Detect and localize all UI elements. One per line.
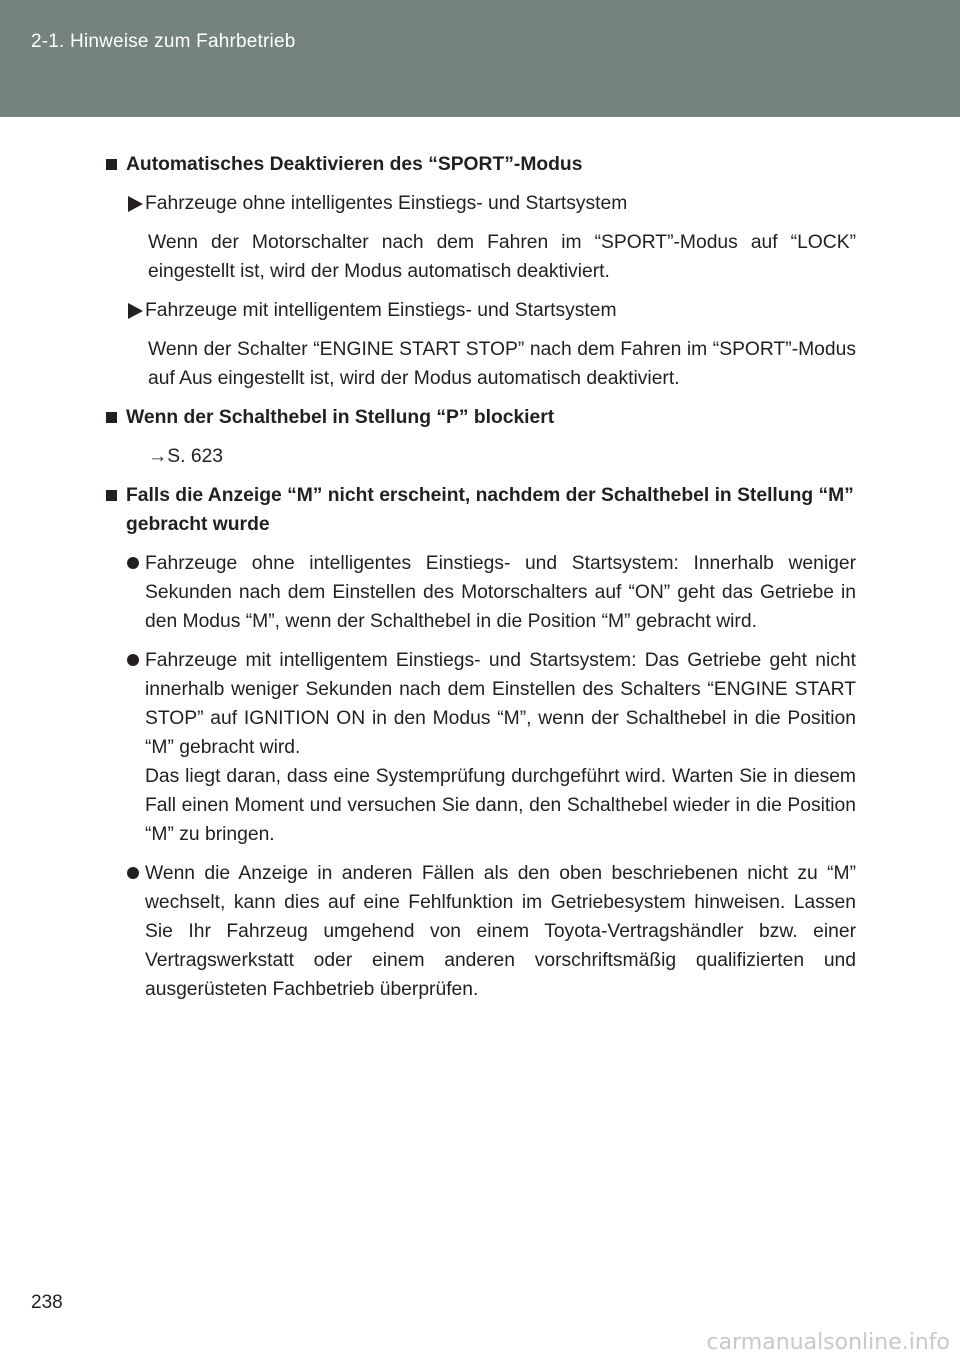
page-number: 238 [31,1292,63,1313]
list-item-text: Das liegt daran, dass eine Systemprüfung durchgeführt wird. Warten Sie in diesem Fall einen Moment und versuchen Sie dann, den Schalthebel wieder in die Position “M” zu bringen. [145,766,856,845]
square-bullet-icon [106,490,117,501]
list-item-text: Fahrzeuge ohne intelligentes Einstiegs- und Startsystem: Innerhalb weniger Sekunden nach dem Einstellen des Motorschalters auf “ON” geht das Getriebe in den Modus “M”, wenn der Schalthebel in die Position “M” gebracht wird. [145,553,856,632]
section-title: 2-1. Hinweise zum Fahrbetrieb [31,31,296,52]
page-reference-text[interactable]: S. 623 [167,446,224,467]
subcase-with-smart-key [126,296,856,325]
subcase-text: Wenn der Schalter “ENGINE START STOP” nach dem Fahren im “SPORT”-Modus auf Aus eingestellt ist, wird der Modus automatisch deaktiviert. [148,339,856,389]
subcase-text: Wenn der Motorschalter nach dem Fahren im “SPORT”-Modus auf “LOCK” eingestellt ist, wird der Modus automatisch deaktiviert. [148,232,856,282]
heading-auto-deactivate [104,150,856,179]
list-item-text: Fahrzeuge mit intelligentem Einstiegs- und Startsystem: Das Getriebe geht nicht innerhalb weniger Sekunden nach dem Einstellen des Schalters “ENGINE START STOP” auf IGNITION ON in den Modus “M”, wenn der Schalthebel in die Position “M” gebracht wird. [145,650,856,758]
heading-text: Wenn der Schalthebel in Stellung “P” blockiert [126,407,555,428]
square-bullet-icon [106,159,117,170]
round-bullet-icon [127,654,139,666]
list-item [126,549,856,636]
heading-text: Automatisches Deaktivieren des “SPORT”-Modus [126,154,583,175]
heading-lever-locked [104,403,856,432]
triangle-pointer-icon [128,303,143,319]
subcase-label: Fahrzeuge ohne intelligentes Einstiegs- und Startsystem [145,193,628,214]
round-bullet-icon [127,557,139,569]
watermark: carmanualsonline.info [706,1330,950,1355]
heading-text: Falls die Anzeige “M” nicht erscheint, nachdem der Schalthebel in Stellung “M” gebracht wurde [126,485,854,535]
header-band [0,0,960,117]
subcase-label: Fahrzeuge mit intelligentem Einstiegs- und Startsystem [145,300,617,321]
list-item-text: Wenn die Anzeige in anderen Fällen als den oben beschriebenen nicht zu “M” wechselt, kann dies auf eine Fehlfunktion im Getriebesystem hinweisen. Lassen Sie Ihr Fahrzeug umgehend von einem Toyota-Vertragshändler bzw. einer Vertragswerkstatt oder einem anderen vorschriftsmäßig qualifizierten und ausgerüsteten Fachbetrieb überprüfen. [145,863,856,1000]
list-item [126,859,856,1004]
triangle-pointer-icon [128,196,143,212]
arrow-right-icon: → [148,446,168,467]
list-item [126,646,856,849]
square-bullet-icon [106,412,117,423]
round-bullet-icon [127,867,139,879]
page-content [104,150,856,1014]
subcase-without-smart-key [126,189,856,218]
heading-m-indicator [104,481,856,539]
page-reference[interactable] [148,442,856,471]
